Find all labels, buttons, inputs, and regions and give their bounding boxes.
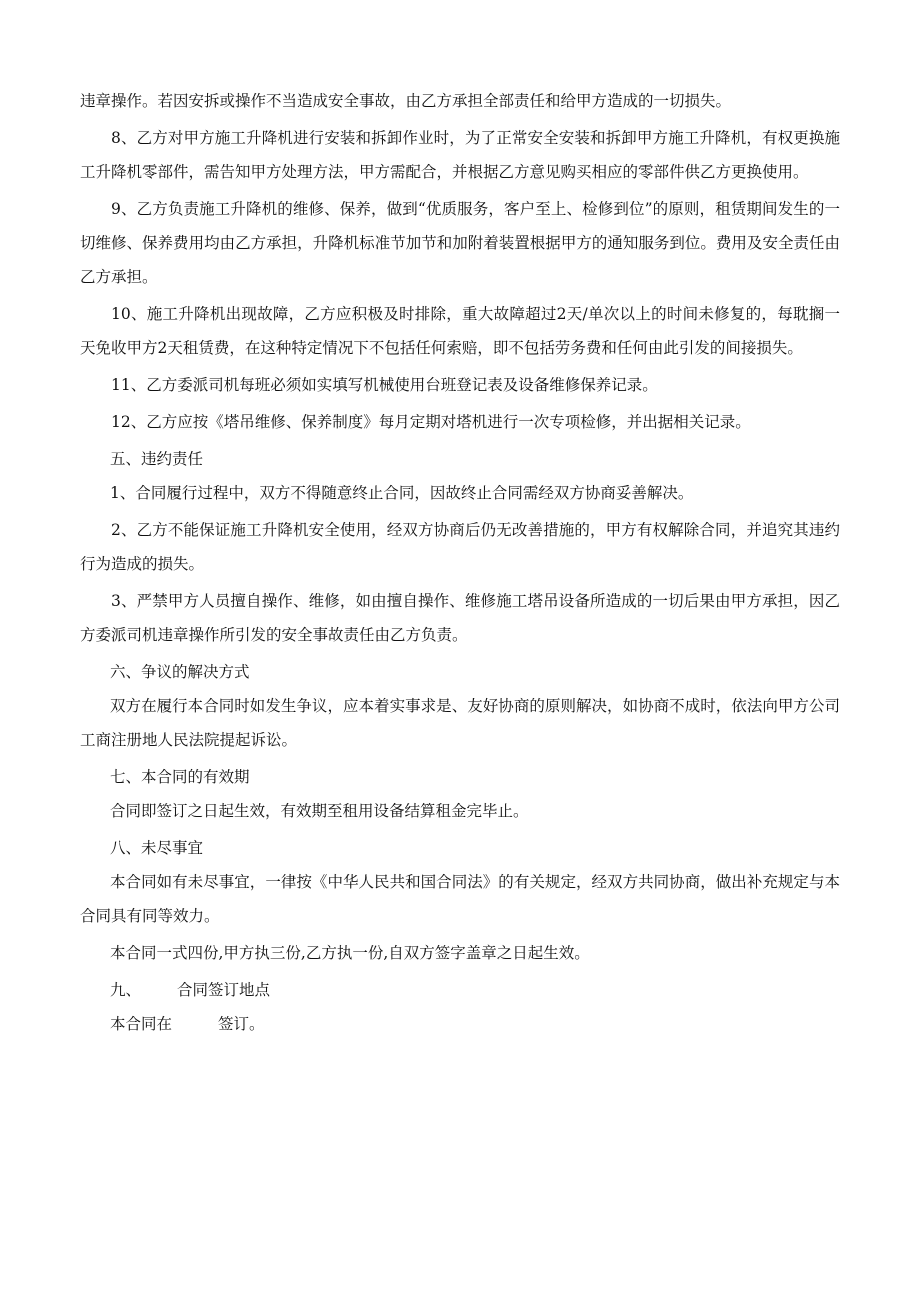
breach-clause-2: 2、乙方不能保证施工升降机安全使用，经双方协商后仍无改善措施的，甲方有权解除合同，并追究其违约行为造成的损失。: [80, 521, 840, 573]
validity-clause: 合同即签订之日起生效，有效期至租用设备结算租金完毕止。: [110, 802, 529, 820]
section-number: 九、: [110, 981, 142, 999]
paragraph-continuation: 违章操作。若因安拆或操作不当造成安全事故，由乙方承担全部责任和给甲方造成的一切损失。: [80, 92, 732, 110]
section-heading-dispute: 六、争议的解决方式: [110, 663, 250, 681]
section-heading-breach: 五、违约责任: [110, 450, 204, 468]
section-heading-sign-place: [80, 973, 840, 1007]
section-heading-misc: 八、未尽事宜: [110, 839, 204, 857]
copies-clause: 本合同一式四份,甲方执三份,乙方执一份,自双方签字盖章之日起生效。: [110, 944, 590, 962]
breach-clause-1: 1、合同履行过程中，双方不得随意终止合同，因故终止合同需经双方协商妥善解决。: [110, 484, 694, 502]
section-heading-validity: 七、本合同的有效期: [110, 768, 250, 786]
clause-11: 11、乙方委派司机每班必须如实填写机械使用台班登记表及设备维修保养记录。: [111, 376, 658, 394]
sign-place-suffix: 签订。: [218, 1015, 265, 1033]
sign-place-clause: [80, 1007, 840, 1041]
misc-clause: 本合同如有未尽事宜，一律按《中华人民共和国合同法》的有关规定，经双方共同协商，做出补充规定与本合同具有同等效力。: [80, 873, 840, 925]
clause-12: 12、乙方应按《塔吊维修、保养制度》每月定期对塔机进行一次专项检修，并出据相关记录。: [111, 413, 751, 431]
breach-clause-3: 3、严禁甲方人员擅自操作、维修，如由擅自操作、维修施工塔吊设备所造成的一切后果由甲方承担，因乙方委派司机违章操作所引发的安全事故责任由乙方负责。: [80, 592, 840, 644]
clause-9: 9、乙方负责施工升降机的维修、保养，做到“优质服务，客户至上、检修到位”的原则，租赁期间发生的一切维修、保养费用均由乙方承担，升降机标准节加节和加附着装置根据甲方的通知服务到位。费用及安全责任由乙方承担。: [80, 200, 840, 286]
clause-8: 8、乙方对甲方施工升降机进行安装和拆卸作业时，为了正常安全安装和拆卸甲方施工升降机，有权更换施工升降机零部件，需告知甲方处理方法，甲方需配合，并根据乙方意见购买相应的零部件供乙方更换使用。: [80, 129, 840, 181]
section-title: 合同签订地点: [177, 981, 271, 999]
clause-10: 10、施工升降机出现故障，乙方应积极及时排除，重大故障超过2天/单次以上的时间未修复的，每耽搁一天免收甲方2天租赁费，在这种特定情况下不包括任何索赔，即不包括劳务费和任何由此引发的间接损失。: [80, 305, 840, 357]
dispute-clause: 双方在履行本合同时如发生争议，应本着实事求是、友好协商的原则解决，如协商不成时，依法向甲方公司工商注册地人民法院提起诉讼。: [80, 697, 840, 749]
contract-text: [80, 84, 840, 1041]
sign-place-prefix: 本合同在: [110, 1015, 173, 1033]
